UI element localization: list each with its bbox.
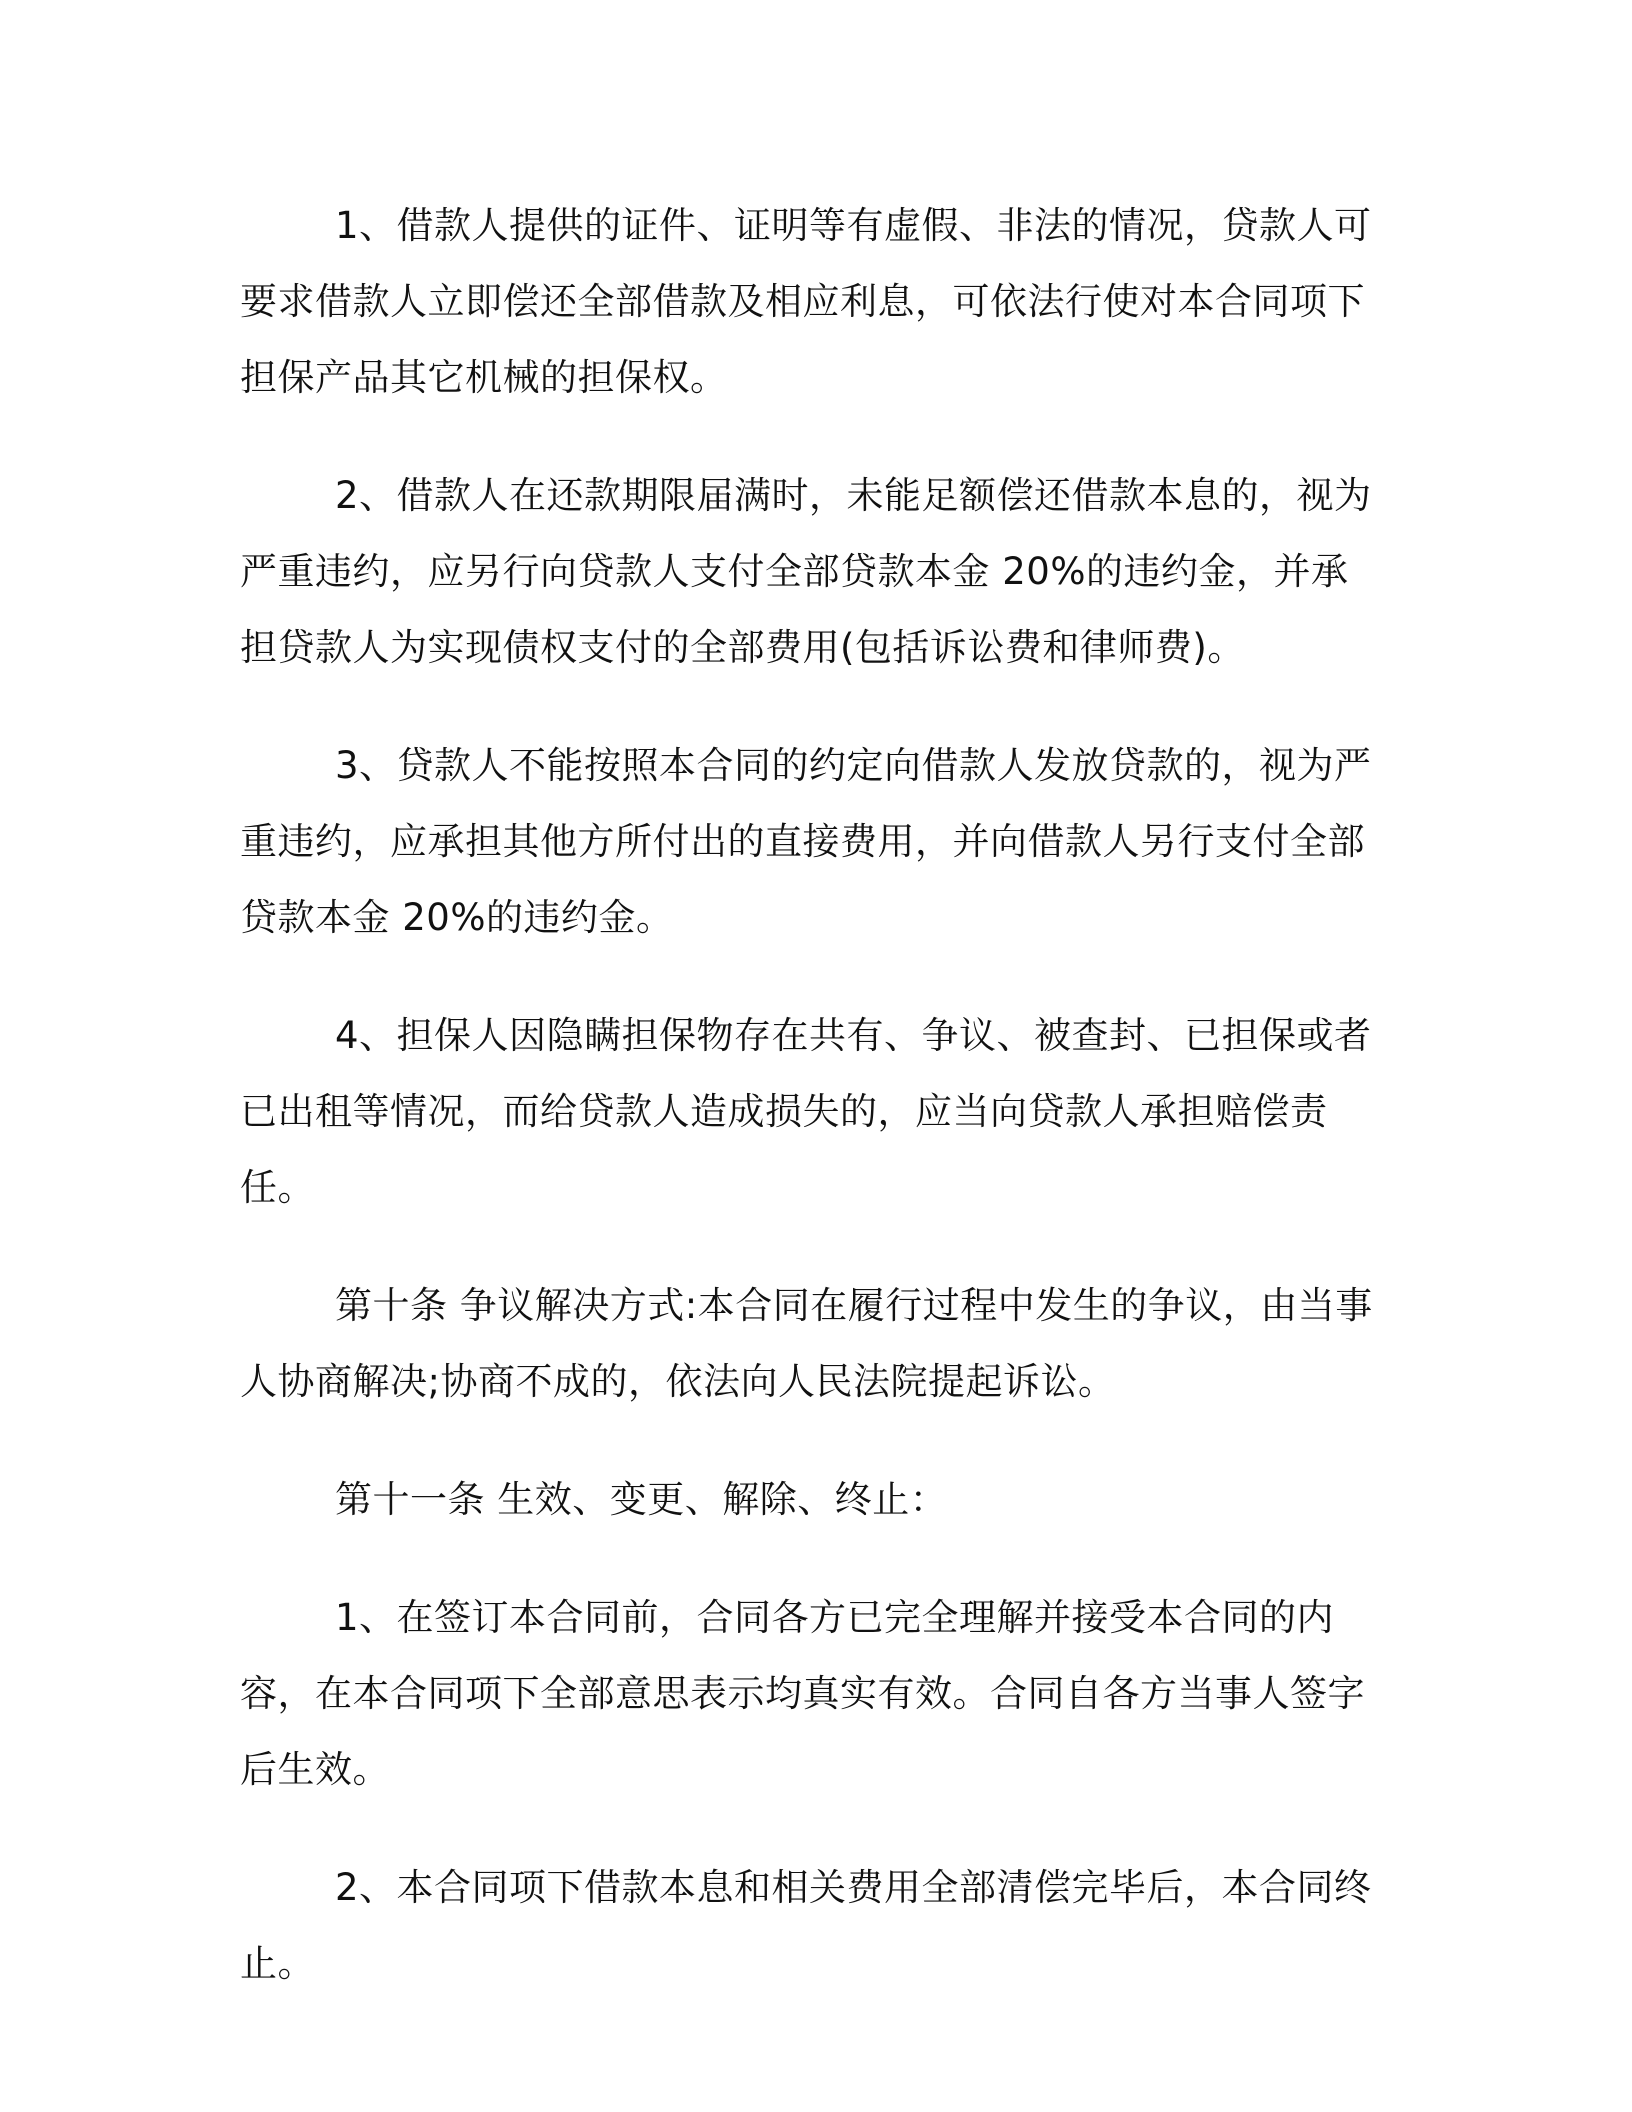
paragraph-article-10: 第十条 争议解决方式:本合同在履行过程中发生的争议，由当事人协商解决;协商不成的，依法向人民法院提起诉讼。	[240, 1284, 1373, 1403]
paragraph-article-11-clause-1: 1、在签订本合同前，合同各方已完全理解并接受本合同的内容，在本合同项下全部意思表示均真实有效。合同自各方当事人签字后生效。	[240, 1596, 1365, 1791]
paragraph-clause-3: 3、贷款人不能按照本合同的约定向借款人发放贷款的，视为严重违约，应承担其他方所付出的直接费用，并向借款人另行支付全部贷款本金 20%的违约金。	[240, 744, 1372, 939]
document-body	[240, 188, 1385, 2002]
paragraph-clause-1: 1、借款人提供的证件、证明等有虚假、非法的情况，贷款人可要求借款人立即偿还全部借款及相应利息，可依法行使对本合同项下担保产品其它机械的担保权。	[240, 204, 1372, 399]
paragraph-clause-4: 4、担保人因隐瞒担保物存在共有、争议、被查封、已担保或者已出租等情况，而给贷款人造成损失的，应当向贷款人承担赔偿责任。	[240, 1014, 1372, 1209]
heading-article-11: 第十一条 生效、变更、解除、终止：	[335, 1478, 948, 1521]
paragraph-clause-2: 2、借款人在还款期限届满时，未能足额偿还借款本息的，视为严重违约，应另行向贷款人支付全部贷款本金 20%的违约金，并承担贷款人为实现债权支付的全部费用(包括诉讼费和律师费)。	[240, 474, 1372, 669]
paragraph-article-11-clause-2: 2、本合同项下借款本息和相关费用全部清偿完毕后，本合同终止。	[240, 1866, 1372, 1985]
